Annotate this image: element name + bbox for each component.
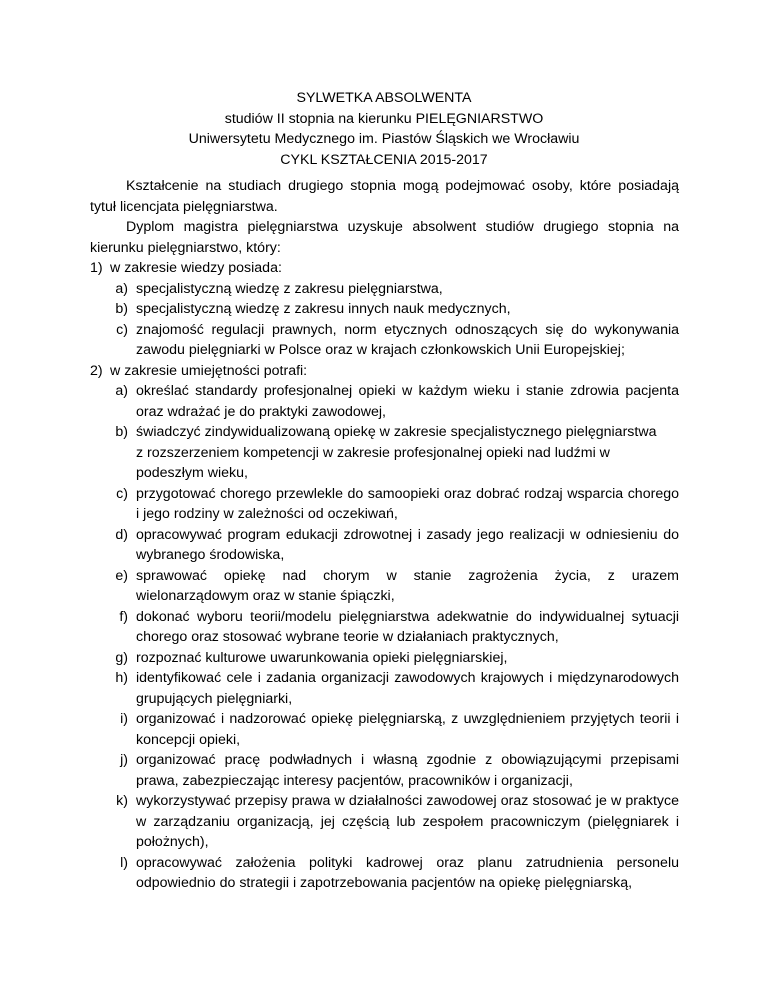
list-item-text: organizować i nadzorować opiekę pielęgniarską, z uwzględnieniem przyjętych teorii i koncepcji opieki, (136, 711, 679, 748)
list-item-text (136, 422, 679, 484)
list-item (110, 648, 679, 669)
list-item-text: specjalistyczną wiedzę z zakresu pielęgniarstwa, (136, 280, 443, 297)
list-item (110, 607, 679, 648)
study-program-line: studiów II stopnia na kierunku PIELĘGNIARSTWO (224, 110, 544, 127)
list-item (110, 320, 679, 361)
section-skills (90, 361, 679, 382)
section-number: 1) (90, 260, 103, 276)
section-title: w zakresie wiedzy posiada: (110, 260, 282, 276)
list-item-letter: a) (115, 280, 128, 297)
list-item-letter: i) (120, 711, 128, 727)
list-item (110, 279, 679, 300)
list-item-text: określać standardy profesjonalnej opieki w każdym wieku i stanie zdrowia pacjenta oraz wdrażać je do praktyki zawodowej, (136, 383, 679, 420)
university-name: Uniwersytetu Medycznego im. Piastów Śląskich we Wrocławiu (188, 131, 580, 147)
list-item-text: specjalistyczną wiedzę z zakresu innych nauk medycznych, (136, 301, 511, 317)
list-item-text: identyfikować cele i zadania organizacji zawodowych krajowych i międzynarodowych grupujących pielęgniarki, (136, 670, 679, 707)
section-knowledge (90, 258, 679, 279)
document-header (0, 88, 768, 170)
list-item-text: organizować pracę podwładnych i własną zgodnie z obowiązującymi przepisami prawa, zabezpieczając interesy pacjentów, pracowników i organizacji, (136, 752, 679, 789)
list-item-letter: c) (116, 485, 128, 502)
list-item (110, 299, 679, 320)
list-item-text: wykorzystywać przepisy prawa w działalności zawodowej oraz stosować je w praktyce w zarządzaniu organizacją, jej częścią lub zespołem pracowniczym (pielęgniarek i położnych), (136, 793, 679, 850)
document-body (90, 176, 679, 894)
list-item-line: podeszłym wieku, (136, 465, 248, 481)
list-item-text: sprawować opiekę nad chorym w stanie zagrożenia życia, z urazem wielonarządowym oraz w stanie śpiączki, (136, 567, 679, 604)
list-item-text: dokonać wyboru teorii/modelu pielęgniarstwa adekwatnie do indywidualnej sytuacji chorego oraz stosować wybrane teorie w działaniach praktycznych, (136, 608, 679, 645)
list-item (110, 484, 679, 525)
list-item-letter: f) (119, 608, 128, 625)
document-title: SYLWETKA ABSOLWENTA (296, 90, 472, 106)
list-item-text: opracowywać program edukacji zdrowotnej i zasady jego realizacji w odniesieniu do wybranego środowiska, (136, 526, 679, 563)
list-item-letter: d) (115, 526, 128, 543)
list-item-letter: c) (116, 321, 128, 338)
list-item (110, 709, 679, 750)
list-item-text: przygotować chorego przewlekle do samoopieki oraz dobrać rodzaj wsparcia chorego i jego rodziny w zależności od oczekiwań, (136, 485, 679, 522)
list-item (110, 668, 679, 709)
list-item-letter: a) (115, 383, 128, 399)
list-item (110, 566, 679, 607)
intro-paragraph-admission: Kształcenie na studiach drugiego stopnia mogą podejmować osoby, które posiadają tytuł licencjata pielęgniarstwa. (90, 178, 679, 215)
list-item-letter: k) (116, 793, 128, 809)
section-title: w zakresie umiejętności potrafi: (110, 362, 308, 379)
list-item (110, 525, 679, 566)
list-item-text: znajomość regulacji prawnych, norm etycznych odnoszących się do wykonywania zawodu pielęgniarki w Polsce oraz w krajach członkowskich Unii Europejskiej; (136, 321, 679, 358)
list-item-line: z rozszerzeniem kompetencji w zakresie profesjonalnej opieki nad ludźmi w (136, 444, 610, 461)
list-item-letter: b) (115, 301, 128, 317)
list-item-letter: g) (115, 649, 128, 666)
list-item-text: rozpoznać kulturowe uwarunkowania opieki pielęgniarskiej, (136, 649, 508, 666)
list-item-text: opracowywać założenia polityki kadrowej oraz planu zatrudnienia personelu odpowiednio do strategii i zapotrzebowania pacjentów na opiekę pielęgniarską, (136, 854, 679, 891)
list-item-letter: b) (115, 424, 128, 440)
list-item-letter: e) (115, 567, 128, 584)
list-item-letter: h) (115, 670, 128, 686)
list-item (110, 853, 679, 894)
list-item (110, 750, 679, 791)
list-item-letter: j) (120, 752, 128, 768)
education-cycle: CYKL KSZTAŁCENIA 2015-2017 (280, 151, 488, 168)
list-item-line: świadczyć zindywidualizowaną opiekę w zakresie specjalistycznego pielęgniarstwa (136, 424, 657, 440)
list-item (110, 422, 679, 484)
list-item (110, 791, 679, 853)
list-item (110, 381, 679, 422)
section-number: 2) (90, 362, 103, 379)
list-item-letter: l) (120, 854, 128, 871)
intro-paragraph-diploma: Dyplom magistra pielęgniarstwa uzyskuje absolwent studiów drugiego stopnia na kierunku pielęgniarstwo, który: (90, 219, 679, 256)
